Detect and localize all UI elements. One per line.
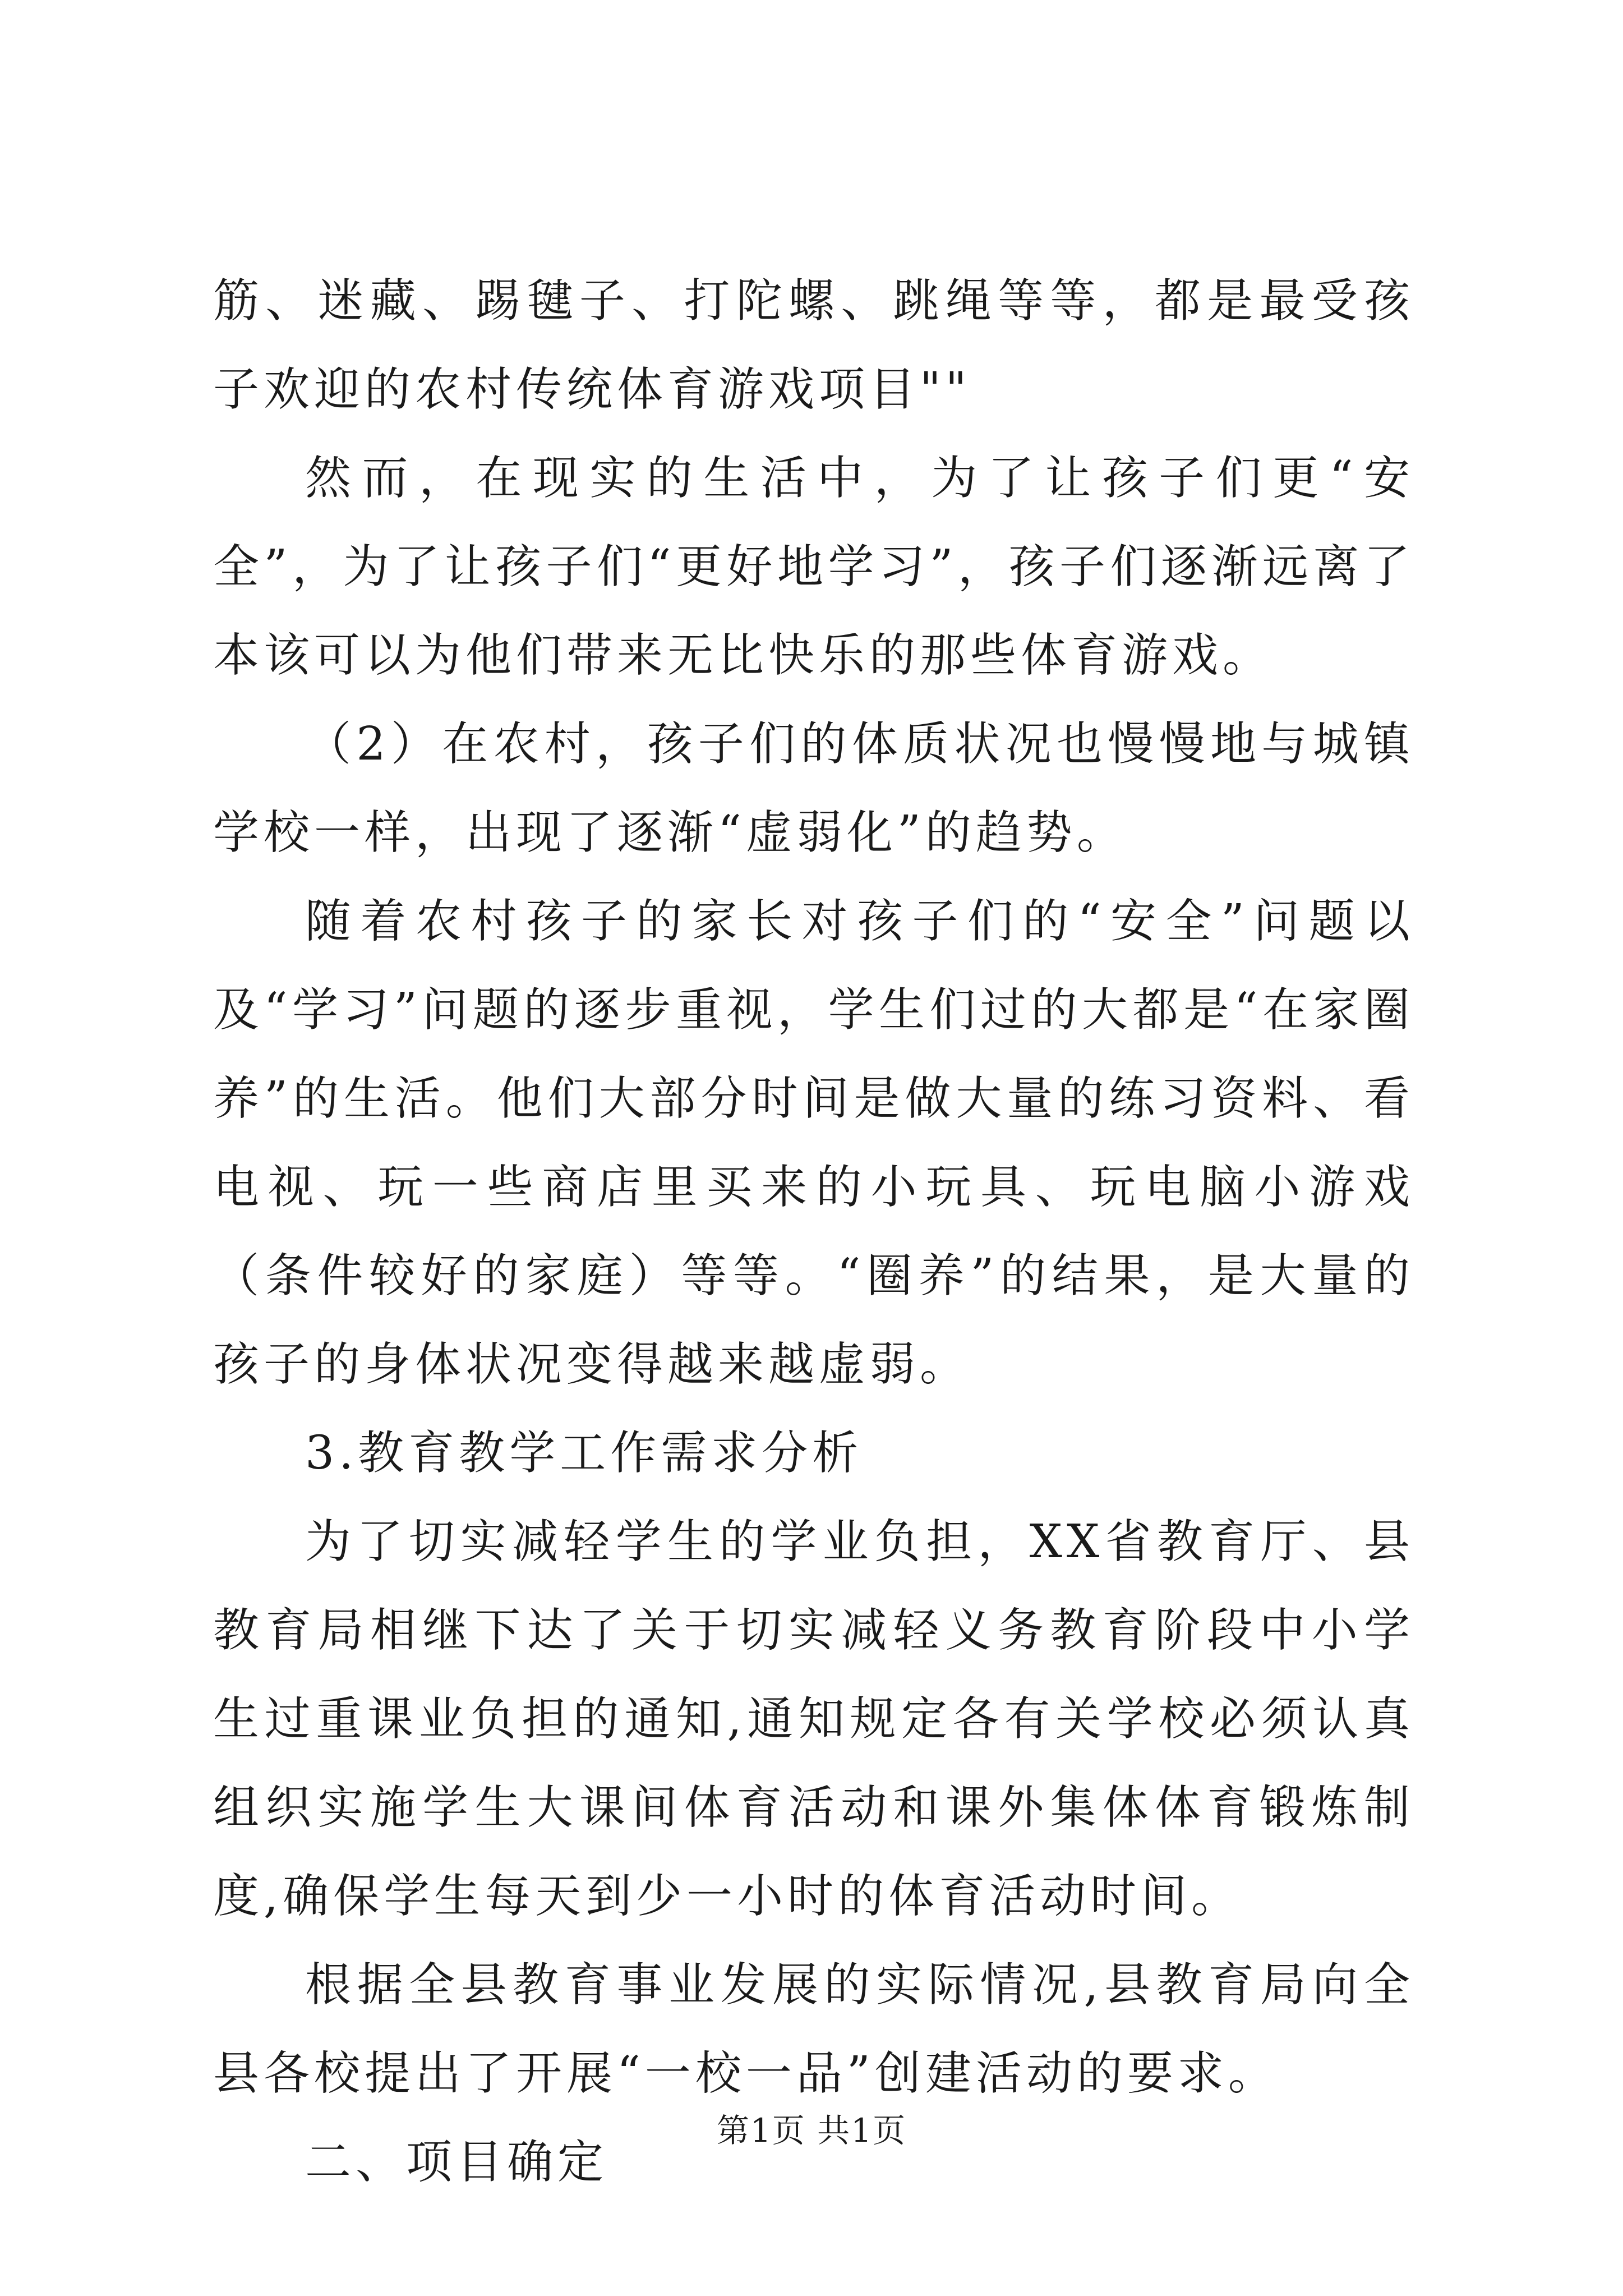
paragraph-7: 根据全县教育事业发展的实际情况,县教育局向全县各校提出了开展“一校一品”创建活动的要求。 [213, 1958, 1414, 2100]
section-heading-project-determination: 二、项目确定 [305, 2136, 608, 2189]
paragraph-6: 为了切实减轻学生的学业负担，XX省教育厅、县教育局相继下达了关于切实减轻义务教育阶段中小学生过重课业负担的通知,通知规定各有关学校必须认真组织实施学生大课间体育活动和课外集体体育锻炼制度,确保学生每天到少一小时的体育活动时间。 [213, 1515, 1414, 1923]
paragraph-3: （2）在农村，孩子们的体质状况也慢慢地与城镇学校一样，出现了逐渐“虚弱化”的趋势。 [213, 717, 1414, 859]
page-footer: 第1页 共1页 [716, 2111, 907, 2150]
paragraph-1: 筋、迷藏、踢毽子、打陀螺、跳绳等等，都是最受孩子欢迎的农村传统体育游戏项目"" [213, 274, 1414, 416]
document-body [213, 257, 1414, 2207]
paragraph-2: 然而，在现实的生活中，为了让孩子们更“安全”，为了让孩子们“更好地学习”，孩子们逐渐远离了本该可以为他们带来无比快乐的那些体育游戏。 [213, 452, 1414, 682]
section-heading-demand-analysis: 3.教育教学工作需求分析 [305, 1427, 863, 1480]
paragraph-4: 随着农村孩子的家长对孩子们的“安全”问题以及“学习”问题的逐步重视，学生们过的大都是“在家圈养”的生活。他们大部分时间是做大量的练习资料、看电视、玩一些商店里买来的小玩具、玩电脑小游戏（条件较好的家庭）等等。“圈养”的结果，是大量的孩子的身体状况变得越来越虚弱。 [213, 895, 1414, 1391]
